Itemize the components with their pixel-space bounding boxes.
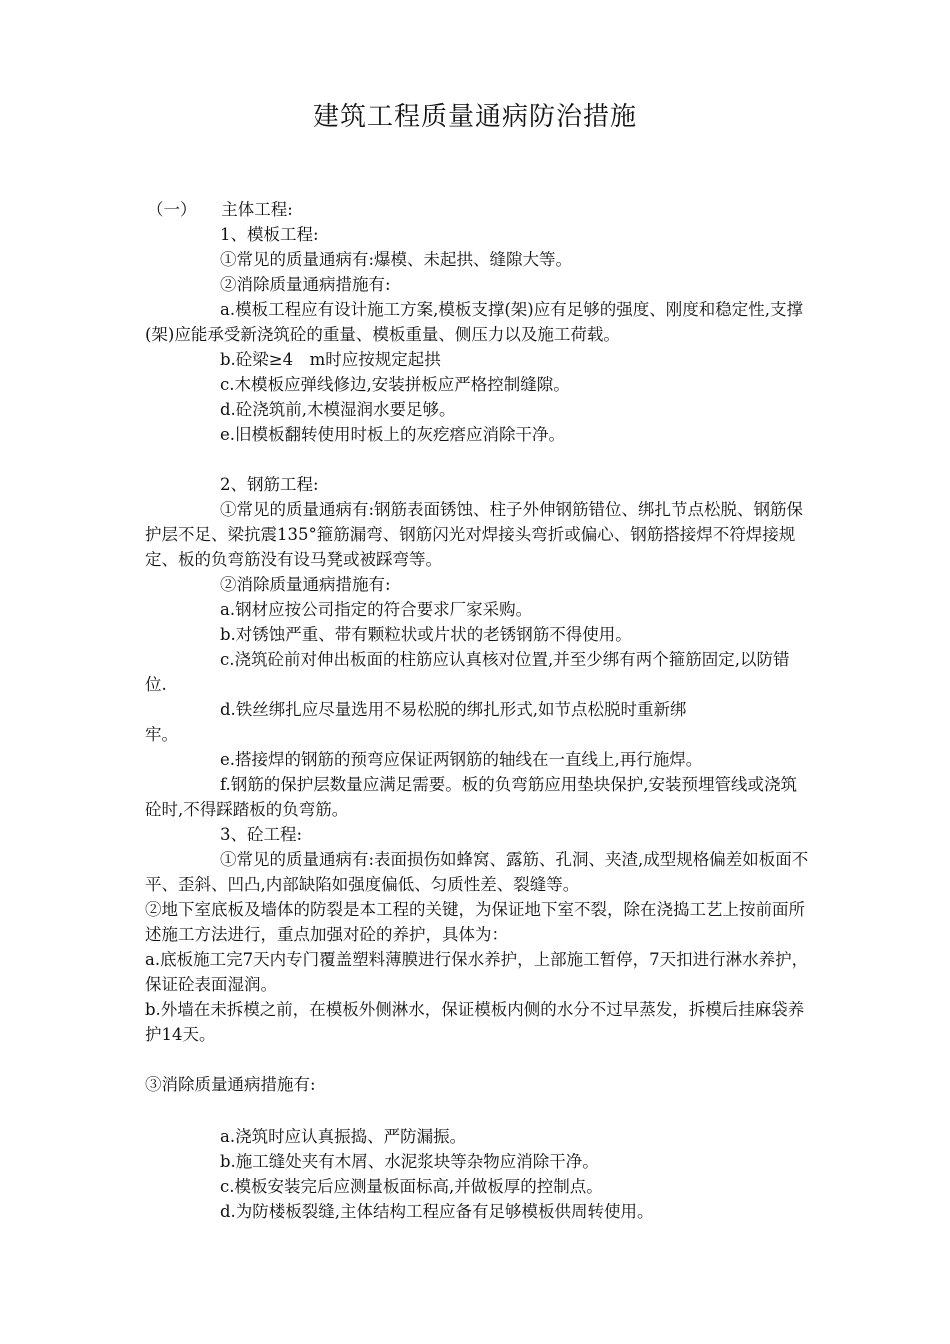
paragraph: c.模板安装完后应测量板面标高,并做板厚的控制点。 [220, 1177, 603, 1196]
document-title: 建筑工程质量通病防治措施 [312, 102, 637, 132]
paragraph: 1、模板工程: [220, 225, 319, 244]
document-body [145, 197, 810, 1224]
paragraph: b.施工缝处夹有木屑、水泥浆块等杂物应消除干净。 [220, 1152, 599, 1171]
paragraph: d.为防楼板裂缝,主体结构工程应备有足够模板供周转使用。 [220, 1202, 654, 1221]
paragraph: a.浇筑时应认真振捣、严防漏振。 [220, 1127, 467, 1146]
paragraph: c.浇筑砼前对伸出板面的柱筋应认真核对位置,并至少绑有两个箍筋固定,以防错位. [145, 650, 790, 694]
paragraph: b.外墙在未拆模之前，在模板外侧淋水，保证模板内侧的水分不过早蒸发，拆模后挂麻袋养护14天。 [145, 1000, 805, 1044]
paragraph: b.砼梁≥4 m时应按规定起拱 [220, 350, 441, 369]
paragraph: ②地下室底板及墙体的防裂是本工程的关键，为保证地下室不裂，除在浇捣工艺上按前面所述施工方法进行，重点加强对砼的养护，具体为： [145, 900, 805, 944]
paragraph: f.钢筋的保护层数量应满足需要。板的负弯筋应用垫块保护,安装预埋管线或浇筑砼时,不得踩踏板的负弯筋。 [145, 775, 798, 819]
section-heading: （一） 主体工程: [147, 200, 293, 219]
paragraph: a.底板施工完7天内专门覆盖塑料薄膜进行保水养护，上部施工暂停，7天扣进行淋水养护，保证砼表面湿润。 [145, 950, 809, 994]
paragraph: a.模板工程应有设计施工方案,模板支撑(架)应有足够的强度、刚度和稳定性,支撑(架)应能承受新浇筑砼的重量、模板重量、侧压力以及施工荷载。 [145, 300, 803, 344]
paragraph: ①常见的质量通病有:爆模、未起拱、缝隙大等。 [220, 250, 573, 269]
paragraph: b.对锈蚀严重、带有颗粒状或片状的老锈钢筋不得使用。 [220, 625, 632, 644]
paragraph: c.木模板应弹线修边,安装拼板应严格控制缝隙。 [220, 375, 570, 394]
paragraph: e.搭接焊的钢筋的预弯应保证两钢筋的轴线在一直线上,再行施焊。 [220, 750, 703, 769]
paragraph: 2、钢筋工程: [220, 475, 319, 494]
paragraph: d.砼浇筑前,木模湿润水要足够。 [220, 400, 456, 419]
paragraph: ③消除质量通病措施有: [145, 1075, 316, 1094]
paragraph: d.铁丝绑扎应尽量选用不易松脱的绑扎形式,如节点松脱时重新绑 牢。 [145, 700, 687, 744]
blank-line [145, 1097, 810, 1124]
blank-line [145, 1047, 810, 1072]
paragraph: ①常见的质量通病有:钢筋表面锈蚀、柱子外伸钢筋错位、绑扎节点松脱、钢筋保护层不足、梁抗震135°箍筋漏弯、钢筋闪光对焊接头弯折或偏心、钢筋搭接焊不符焊接规定、板的负弯筋没有设马凳或被踩弯等。 [145, 500, 804, 569]
paragraph: ②消除质量通病措施有: [220, 575, 391, 594]
blank-line [145, 447, 810, 472]
paragraph: e.旧模板翻转使用时板上的灰疙瘩应消除干净。 [220, 425, 566, 444]
paragraph: 3、砼工程: [220, 825, 303, 844]
paragraph: ②消除质量通病措施有: [220, 275, 391, 294]
paragraph: ①常见的质量通病有:表面损伤如蜂窝、露筋、孔洞、夹渣,成型规格偏差如板面不平、歪斜、凹凸,内部缺陷如强度偏低、匀质性差、裂缝等。 [145, 850, 809, 894]
paragraph: a.钢材应按公司指定的符合要求厂家采购。 [220, 600, 533, 619]
